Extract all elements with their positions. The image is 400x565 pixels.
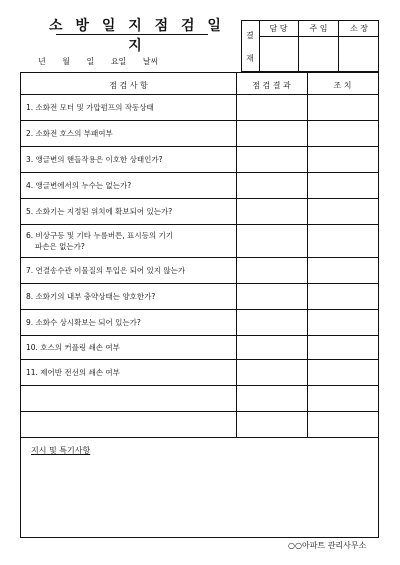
table-row[interactable] xyxy=(21,284,378,310)
approval-label-bottom: 재 xyxy=(246,54,254,63)
approval-sign-manager[interactable] xyxy=(259,37,299,72)
approval-label-top: 결 xyxy=(246,31,254,40)
check-item-7: 7. 연결송수관 이물질의 투입은 되어 있지 않는가 xyxy=(26,266,186,275)
check-item-4: 4. 앵글변에서의 누수는 없는가? xyxy=(26,181,132,190)
approval-header-director: 소 장 xyxy=(339,21,379,37)
notes-area[interactable] xyxy=(21,438,378,537)
check-item-5: 5. 소화기는 지정된 위치에 확보되어 있는가? xyxy=(26,207,173,216)
table-row[interactable] xyxy=(21,258,378,284)
table-row-empty[interactable] xyxy=(21,386,378,412)
table-row[interactable] xyxy=(21,336,378,360)
document-title: 소 방 일 지 점 검 일 지 xyxy=(49,18,225,54)
table-row[interactable] xyxy=(21,95,378,121)
inspection-table xyxy=(20,72,379,538)
header-result: 점 검 결 과 xyxy=(252,81,291,90)
table-row[interactable] xyxy=(21,310,378,336)
approval-box xyxy=(241,20,379,72)
table-row[interactable] xyxy=(21,360,378,386)
check-item-1: 1. 소화전 모터 및 가압펌프의 작동상태 xyxy=(26,103,154,112)
approval-header-chief: 주 임 xyxy=(299,21,339,37)
table-row[interactable] xyxy=(21,121,378,147)
check-item-6: 6. 비상구등 및 기타 누름버튼, 표시등의 기기 xyxy=(26,231,174,240)
check-item-9: 9. 소화수 상시확보는 되어 있는가? xyxy=(26,318,141,327)
footer-office: ○○아파트 관리사무소 xyxy=(288,541,367,550)
table-row[interactable] xyxy=(21,199,378,225)
approval-header-manager: 담 당 xyxy=(259,21,299,37)
title-underline xyxy=(56,34,208,35)
header-action: 조 치 xyxy=(333,81,352,90)
check-item-11: 11. 제어반 전선의 쇄손 여부 xyxy=(26,368,120,377)
check-item-3: 3. 앵글변의 핸들작용은 이호한 상태인가? xyxy=(26,155,163,164)
check-item-6-line2: 파손은 없는가? xyxy=(35,242,85,251)
approval-label-column xyxy=(242,21,260,71)
date-weather-line: 년 월 일 요일 날씨 xyxy=(38,57,159,66)
approval-sign-director[interactable] xyxy=(339,37,379,72)
table-header-row xyxy=(21,73,378,95)
notes-label: 지시 및 특기사항 xyxy=(31,446,91,455)
check-item-8: 8. 소화기의 내부 충약상태는 양호한가? xyxy=(26,292,156,301)
approval-sign-chief[interactable] xyxy=(299,37,339,72)
check-item-2: 2. 소화전 호스의 부패여부 xyxy=(26,129,113,138)
table-row[interactable] xyxy=(21,173,378,199)
table-row-empty[interactable] xyxy=(21,412,378,438)
table-row[interactable] xyxy=(21,147,378,173)
header-check-items: 점 검 사 항 xyxy=(109,81,148,90)
table-row[interactable] xyxy=(21,225,378,258)
check-item-10: 10. 호스의 커플링 쇄손 여부 xyxy=(26,343,120,352)
